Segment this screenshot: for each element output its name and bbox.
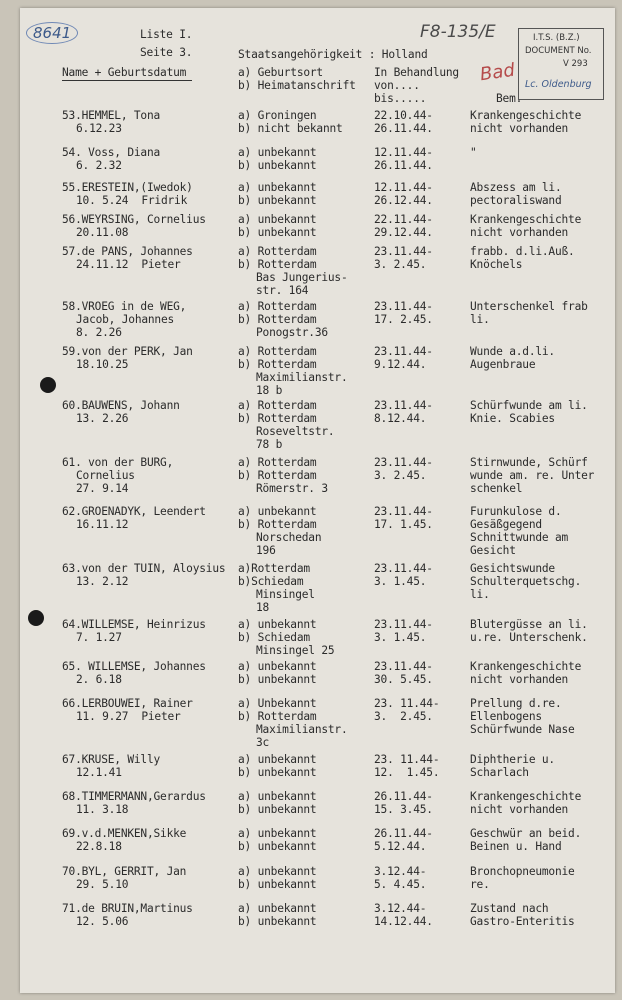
- treatment-from: 26.11.44-: [374, 790, 433, 803]
- birthplace: a) Rotterdam: [238, 245, 317, 258]
- remark-line: re.: [470, 878, 490, 891]
- treatment-to: 3. 1.45.: [374, 631, 427, 644]
- remark-line: Wunde a.d.li.: [470, 345, 555, 358]
- birthplace: a) unbekannt: [238, 146, 317, 159]
- treatment-to: 17. 2.45.: [374, 313, 433, 326]
- home-address-line: 18: [256, 601, 270, 614]
- patient-name: 68.TIMMERMANN,Gerardus: [62, 790, 206, 803]
- birthplace: a) Rotterdam: [238, 399, 317, 412]
- treatment-from: 26.11.44-: [374, 827, 433, 840]
- patient-name: 64.WILLEMSE, Heinrizus: [62, 618, 206, 631]
- remark-line: Schürfwunde Nase: [470, 723, 575, 736]
- treatment-to: 15. 3.45.: [374, 803, 433, 816]
- home-address: b) unbekannt: [238, 915, 317, 928]
- remark-line: Geschwür an beid.: [470, 827, 582, 840]
- home-address: b) nicht bekannt: [238, 122, 343, 135]
- remark-line: Gastro-Enteritis: [470, 915, 575, 928]
- patient-birthdate: 18.10.25: [76, 358, 129, 371]
- remark-line: Bronchopneumonie: [470, 865, 575, 878]
- patient-name: 67.KRUSE, Willy: [62, 753, 161, 766]
- remark-line: nicht vorhanden: [470, 803, 569, 816]
- column-remarks-header: Bem.: [496, 92, 523, 105]
- patient-birthdate: 11. 3.18: [76, 803, 129, 816]
- treatment-from: 3.12.44-: [374, 865, 427, 878]
- birthplace: a) unbekannt: [238, 902, 317, 915]
- list-label: Liste I.: [140, 28, 193, 41]
- treatment-from: 23.11.44-: [374, 505, 433, 518]
- treatment-from: 23.11.44-: [374, 399, 433, 412]
- remark-line: li.: [470, 313, 490, 326]
- home-address-line: Minsingel: [256, 588, 315, 601]
- treatment-from: 23.11.44-: [374, 345, 433, 358]
- patient-birthdate: 6.12.23: [76, 122, 122, 135]
- remark-line: Beinen u. Hand: [470, 840, 562, 853]
- treatment-from: 23.11.44-: [374, 245, 433, 258]
- remark-line: nicht vorhanden: [470, 673, 569, 686]
- remark-line: nicht vorhanden: [470, 226, 569, 239]
- treatment-from: 23. 11.44-: [374, 753, 440, 766]
- home-address-line: Ponogstr.36: [256, 326, 328, 339]
- home-address: b) unbekannt: [238, 673, 317, 686]
- patient-name: 57.de PANS, Johannes: [62, 245, 193, 258]
- home-address: b) Rotterdam: [238, 469, 317, 482]
- remark-line: schenkel: [470, 482, 523, 495]
- page-label: Seite 3.: [140, 46, 193, 59]
- treatment-from: 23.11.44-: [374, 562, 433, 575]
- remark-line: Stirnwunde, Schürf: [470, 456, 588, 469]
- home-address-line: 3c: [256, 736, 270, 749]
- home-address: b) Rotterdam: [238, 412, 317, 425]
- treatment-from: 3.12.44-: [374, 902, 427, 915]
- remark-line: Krankengeschichte: [470, 109, 582, 122]
- column-place-b-header: b) Heimatanschrift: [238, 79, 356, 92]
- patient-birthdate: 24.11.12 Pieter: [76, 258, 181, 271]
- patient-name: 69.v.d.MENKEN,Sikke: [62, 827, 187, 840]
- remark-line: Abszess am li.: [470, 181, 562, 194]
- patient-birthdate: Jacob, Johannes: [76, 313, 175, 326]
- remark-line: Krankengeschichte: [470, 213, 582, 226]
- patient-name: 53.HEMMEL, Tona: [62, 109, 161, 122]
- patient-birthdate: 22.8.18: [76, 840, 122, 853]
- remark-line: Knöchels: [470, 258, 523, 271]
- remark-line: Gesichtswunde: [470, 562, 555, 575]
- remark-line: Augenbraue: [470, 358, 536, 371]
- patient-name: 58.VROEG in de WEG,: [62, 300, 187, 313]
- remark-line: frabb. d.li.Auß.: [470, 245, 575, 258]
- patient-name: 63.von der TUIN, Aloysius: [62, 562, 226, 575]
- birthplace: a) Unbekannt: [238, 697, 317, 710]
- stamp-line-2: DOCUMENT No.: [525, 46, 592, 56]
- treatment-to: 26.11.44.: [374, 122, 433, 135]
- patient-birthdate: 12. 5.06: [76, 915, 129, 928]
- birthplace: a) Groningen: [238, 109, 317, 122]
- home-address-line: Römerstr. 3: [256, 482, 328, 495]
- home-address-line: Bas Jungerius-: [256, 271, 348, 284]
- remark-line: Prellung d.re.: [470, 697, 562, 710]
- birthplace: a) Rotterdam: [238, 456, 317, 469]
- home-address: b) Rotterdam: [238, 313, 317, 326]
- birthplace: a) unbekannt: [238, 790, 317, 803]
- remark-line: Schulterquetschg.: [470, 575, 582, 588]
- home-address-line: str. 164: [256, 284, 309, 297]
- remark-line: Scharlach: [470, 766, 529, 779]
- document-page: [20, 8, 615, 993]
- treatment-from: 12.11.44-: [374, 181, 433, 194]
- remark-line: Gesäßgegend: [470, 518, 542, 531]
- patient-name: 54. Voss, Diana: [62, 146, 161, 159]
- home-address: b) Rotterdam: [238, 258, 317, 271]
- treatment-from: 23. 11.44-: [374, 697, 440, 710]
- patient-birthdate: 12.1.41: [76, 766, 122, 779]
- corner-number: 8641: [26, 22, 78, 44]
- patient-birthdate: 13. 2.12: [76, 575, 129, 588]
- patient-name: 66.LERBOUWEI, Rainer: [62, 697, 193, 710]
- patient-name: 71.de BRUIN,Martinus: [62, 902, 193, 915]
- nationality-heading: Staatsangehörigkeit : Holland: [238, 48, 428, 61]
- treatment-to: 5. 4.45.: [374, 878, 427, 891]
- patient-birthdate: 7. 1.27: [76, 631, 122, 644]
- remark-line: Ellenbogens: [470, 710, 542, 723]
- remark-line: pectoraliswand: [470, 194, 562, 207]
- remark-line: Furunkulose d.: [470, 505, 562, 518]
- birthplace: a) Rotterdam: [238, 300, 317, 313]
- header-underline: [62, 80, 192, 81]
- its-document-stamp: [518, 28, 604, 100]
- patient-birthdate: Cornelius: [76, 469, 135, 482]
- column-name-header: Name + Geburtsdatum: [62, 66, 187, 79]
- remark-line: li.: [470, 588, 490, 601]
- home-address-line: 196: [256, 544, 276, 557]
- patient-birthdate: 11. 9.27 Pieter: [76, 710, 181, 723]
- patient-name: 56.WEYRSING, Cornelius: [62, 213, 206, 226]
- treatment-to: 12. 1.45.: [374, 766, 440, 779]
- remark-line: Schürfwunde am li.: [470, 399, 588, 412]
- column-treatment-header: In Behandlung: [374, 66, 459, 79]
- patient-birthdate: 6. 2.32: [76, 159, 122, 172]
- patient-birthdate: 20.11.08: [76, 226, 129, 239]
- file-reference: F8-135/E: [420, 22, 496, 42]
- margin-note: Bad: [478, 59, 517, 86]
- punch-hole-bottom: [28, 610, 44, 626]
- home-address-line: Roseveltstr.: [256, 425, 335, 438]
- patient-birthdate: 27. 9.14: [76, 482, 129, 495]
- treatment-from: 23.11.44-: [374, 300, 433, 313]
- treatment-to: 9.12.44.: [374, 358, 427, 371]
- treatment-from: 23.11.44-: [374, 618, 433, 631]
- home-address: b) Rotterdam: [238, 358, 317, 371]
- remark-line: Zustand nach: [470, 902, 549, 915]
- patient-birthdate: 16.11.12: [76, 518, 129, 531]
- remark-line: u.re. Unterschenk.: [470, 631, 588, 644]
- birthplace: a) unbekannt: [238, 753, 317, 766]
- patient-birthdate: 29. 5.10: [76, 878, 129, 891]
- treatment-from: 22.11.44-: [374, 213, 433, 226]
- birthplace: a) Rotterdam: [238, 345, 317, 358]
- birthplace: a) unbekannt: [238, 618, 317, 631]
- column-treatment-from: von....: [374, 79, 420, 92]
- home-address: b) unbekannt: [238, 226, 317, 239]
- birthplace: a) unbekannt: [238, 660, 317, 673]
- home-address: b) unbekannt: [238, 194, 317, 207]
- home-address: b) Rotterdam: [238, 710, 317, 723]
- treatment-from: 22.10.44-: [374, 109, 433, 122]
- remark-line: Krankengeschichte: [470, 660, 582, 673]
- treatment-to: 17. 1.45.: [374, 518, 433, 531]
- home-address: b) Schiedam: [238, 631, 310, 644]
- birthplace: a) unbekannt: [238, 865, 317, 878]
- remark-line: Diphtherie u.: [470, 753, 555, 766]
- home-address-line: Minsingel 25: [256, 644, 335, 657]
- home-address-line: Maximilianstr.: [256, 723, 348, 736]
- remark-line: Blutergüsse an li.: [470, 618, 588, 631]
- patient-name: 65. WILLEMSE, Johannes: [62, 660, 206, 673]
- birthplace: a) unbekannt: [238, 181, 317, 194]
- patient-birthdate: 10. 5.24 Fridrik: [76, 194, 188, 207]
- home-address-line: Maximilianstr.: [256, 371, 348, 384]
- home-address: b) unbekannt: [238, 766, 317, 779]
- remark-line: Gesicht: [470, 544, 516, 557]
- remark-line: nicht vorhanden: [470, 122, 569, 135]
- treatment-from: 23.11.44-: [374, 660, 433, 673]
- treatment-to: 30. 5.45.: [374, 673, 433, 686]
- remark-line: wunde am. re. Unter: [470, 469, 595, 482]
- remark-line: Schnittwunde am: [470, 531, 569, 544]
- home-address: b) unbekannt: [238, 803, 317, 816]
- treatment-to: 3. 2.45.: [374, 469, 427, 482]
- remark-line: Knie. Scabies: [470, 412, 555, 425]
- home-address: b) Rotterdam: [238, 518, 317, 531]
- home-address: b) unbekannt: [238, 840, 317, 853]
- home-address: b) unbekannt: [238, 878, 317, 891]
- treatment-to: 14.12.44.: [374, 915, 433, 928]
- home-address: b)Schiedam: [238, 575, 304, 588]
- stamp-line-4: Lc. Oldenburg: [525, 79, 592, 90]
- birthplace: a)Rotterdam: [238, 562, 310, 575]
- patient-name: 55.ERESTEIN,(Iwedok): [62, 181, 193, 194]
- treatment-from: 23.11.44-: [374, 456, 433, 469]
- patient-birthdate: 13. 2.26: [76, 412, 129, 425]
- patient-name: 61. von der BURG,: [62, 456, 174, 469]
- stamp-line-3: V 293: [563, 59, 588, 69]
- patient-birthdate: 2. 6.18: [76, 673, 122, 686]
- remark-line: Unterschenkel frab: [470, 300, 588, 313]
- treatment-to: 26.12.44.: [374, 194, 433, 207]
- stamp-line-1: I.T.S. (B.Z.): [533, 33, 580, 43]
- treatment-to: 3. 2.45.: [374, 258, 427, 271]
- treatment-to: 26.11.44.: [374, 159, 433, 172]
- treatment-to: 5.12.44.: [374, 840, 427, 853]
- treatment-to: 29.12.44.: [374, 226, 433, 239]
- remark-line: ": [470, 146, 477, 159]
- birthplace: a) unbekannt: [238, 505, 317, 518]
- treatment-to: 3. 2.45.: [374, 710, 433, 723]
- column-treatment-to: bis.....: [374, 92, 427, 105]
- treatment-from: 12.11.44-: [374, 146, 433, 159]
- treatment-to: 3. 1.45.: [374, 575, 427, 588]
- home-address-line: 78 b: [256, 438, 283, 451]
- treatment-to: 8.12.44.: [374, 412, 427, 425]
- column-place-a-header: a) Geburtsort: [238, 66, 323, 79]
- patient-name: 59.von der PERK, Jan: [62, 345, 193, 358]
- birthplace: a) unbekannt: [238, 213, 317, 226]
- home-address: b) unbekannt: [238, 159, 317, 172]
- home-address-line: 18 b: [256, 384, 283, 397]
- home-address-line: Norschedan: [256, 531, 322, 544]
- birthplace: a) unbekannt: [238, 827, 317, 840]
- patient-name: 62.GROENADYK, Leendert: [62, 505, 206, 518]
- remark-line: Krankengeschichte: [470, 790, 582, 803]
- patient-birthdate: 8. 2.26: [76, 326, 122, 339]
- punch-hole-top: [40, 377, 56, 393]
- patient-name: 70.BYL, GERRIT, Jan: [62, 865, 187, 878]
- patient-name: 60.BAUWENS, Johann: [62, 399, 180, 412]
